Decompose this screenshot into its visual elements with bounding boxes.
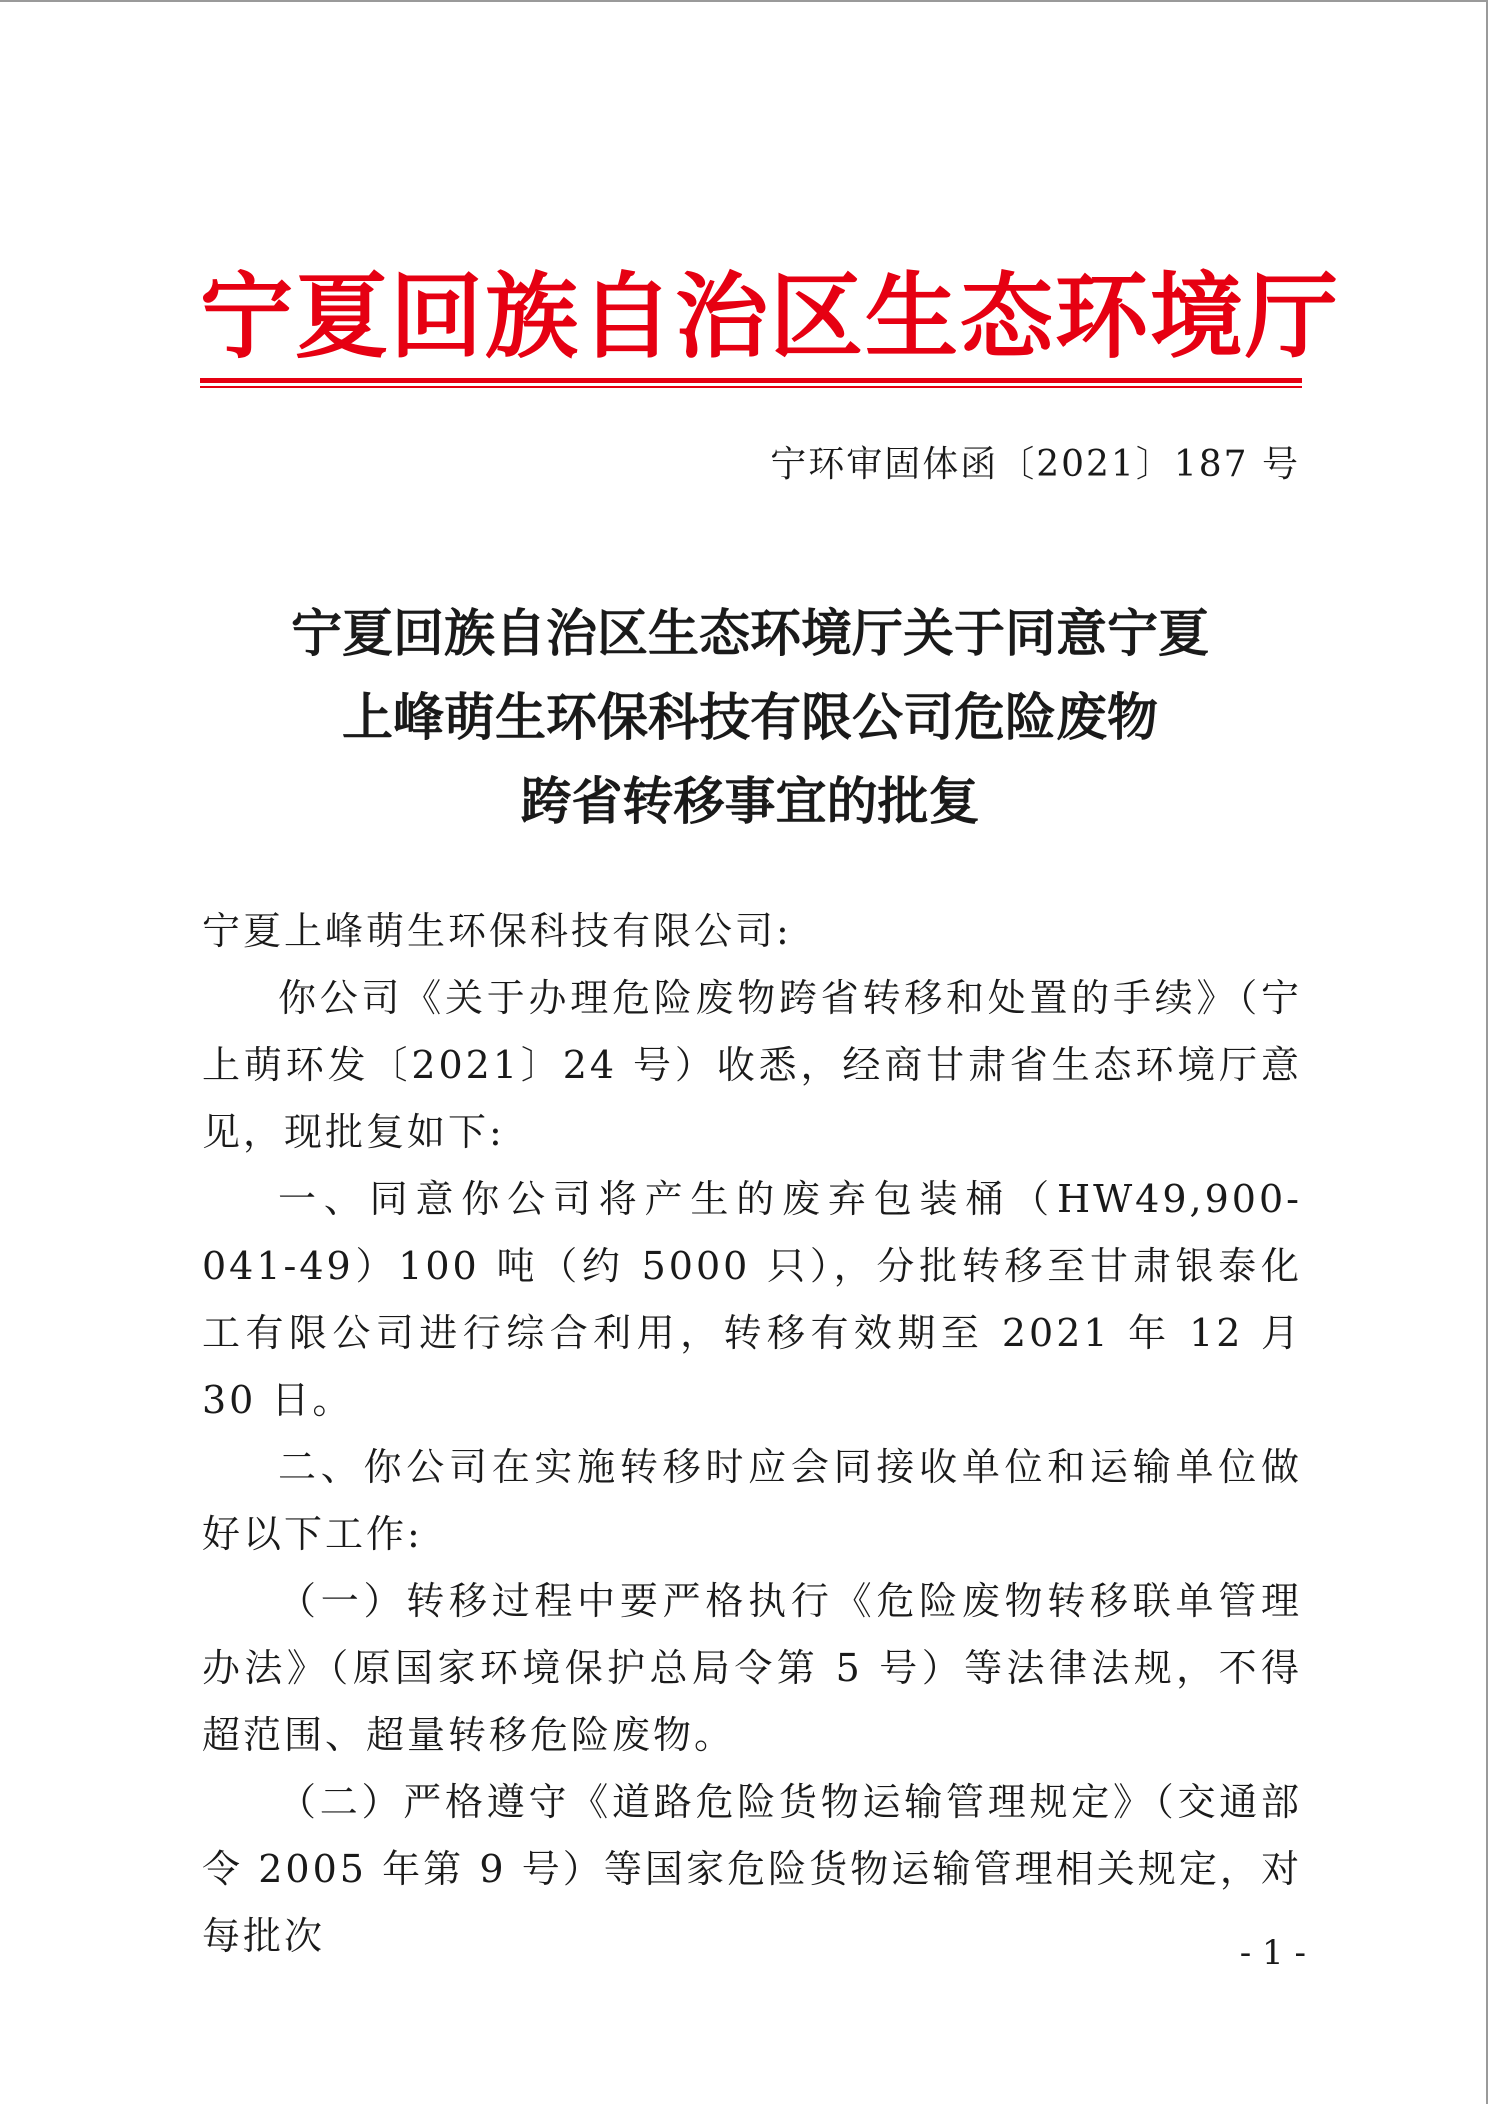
page-edge-top [0, 0, 1488, 2]
body-paragraph: 二、你公司在实施转移时应会同接收单位和运输单位做好以下工作: [202, 1445, 1302, 1556]
body-paragraph: 你公司《关于办理危险废物跨省转移和处置的手续》（宁上萌环发〔2021〕24 号）收悉，经商甘肃省生态环境厅意见，现批复如下: [202, 976, 1302, 1154]
document-title-line: 跨省转移事宜的批复 [520, 772, 980, 832]
document-title [200, 592, 1300, 844]
salutation: 宁夏上峰萌生环保科技有限公司: [202, 909, 792, 953]
page-number: - 1 - [1239, 1933, 1306, 1973]
body-paragraph: 一、同意你公司将产生的废弃包装桶（HW49,900-041-49）100 吨（约 5000 只），分批转移至甘肃银泰化工有限公司进行综合利用，转移有效期至 2021 年 12 月 30 日。 [202, 1177, 1302, 1422]
body-paragraph: （二）严格遵守《道路危险货物运输管理规定》（交通部令 2005 年第 9 号）等国家危险货物运输管理相关规定，对每批次 [202, 1780, 1302, 1958]
document-number: 宁环审固体函〔2021〕187 号 [770, 444, 1300, 485]
masthead-red-rule [200, 378, 1302, 383]
document-title-line: 上峰萌生环保科技有限公司危险废物 [341, 688, 1158, 748]
document-title-line: 宁夏回族自治区生态环境厅关于同意宁夏 [290, 604, 1209, 664]
masthead-red-rule-thin [200, 386, 1302, 388]
body-paragraph: （一）转移过程中要严格执行《危险废物转移联单管理办法》（原国家环境保护总局令第 5 号）等法律法规，不得超范围、超量转移危险废物。 [202, 1579, 1302, 1757]
masthead-title: 宁夏回族自治区生态环境厅 [200, 262, 1340, 371]
document-body [202, 898, 1302, 1970]
